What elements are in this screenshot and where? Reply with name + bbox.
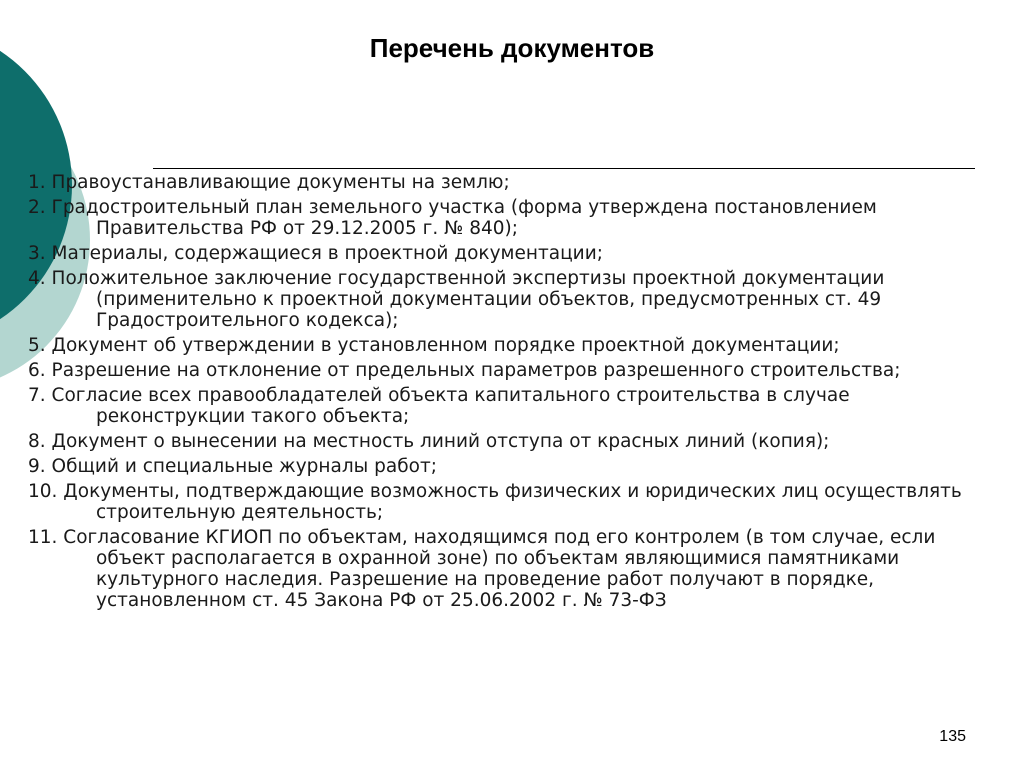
list-item: 3. Материалы, содержащиеся в проектной документации; xyxy=(28,243,603,264)
list-item: 5. Документ об утверждении в установленном порядке проектной документации; xyxy=(28,335,840,356)
list-item: 10. Документы, подтверждающие возможность физических и юридических лиц осуществлять строительную деятельность; xyxy=(28,481,962,523)
slide-title: Перечень документов xyxy=(369,33,655,63)
list-item: 4. Положительное заключение государственной экспертизы проектной документации (применительно к проектной документации объектов, предусмотренных ст. 49 Градостроительного кодекса); xyxy=(28,268,885,331)
document-list xyxy=(28,172,988,615)
list-item: 8. Документ о вынесении на местность линий отступа от красных линий (копия); xyxy=(28,431,830,452)
title-divider xyxy=(153,168,975,169)
list-item: 7. Согласие всех правообладателей объекта капитального строительства в случае реконструкции такого объекта; xyxy=(28,385,850,427)
list-item: 9. Общий и специальные журналы работ; xyxy=(28,456,437,477)
list-item: 1. Правоустанавливающие документы на землю; xyxy=(28,172,510,193)
list-item: 6. Разрешение на отклонение от предельных параметров разрешенного строительства; xyxy=(28,360,901,381)
list-item: 2. Градостроительный план земельного участка (форма утверждена постановлением Правительства РФ от 29.12.2005 г. № 840); xyxy=(28,197,877,239)
list-item: 11. Согласование КГИОП по объектам, находящимся под его контролем (в том случае, если объект располагается в охранной зоне) по объектам являющимися памятниками культурного наследия. Разрешение на проведение работ получают в порядке, установленном ст. 45 Закона РФ от 25.06.2002 г. № 73-ФЗ xyxy=(28,527,936,611)
page-number: 135 xyxy=(939,728,966,745)
